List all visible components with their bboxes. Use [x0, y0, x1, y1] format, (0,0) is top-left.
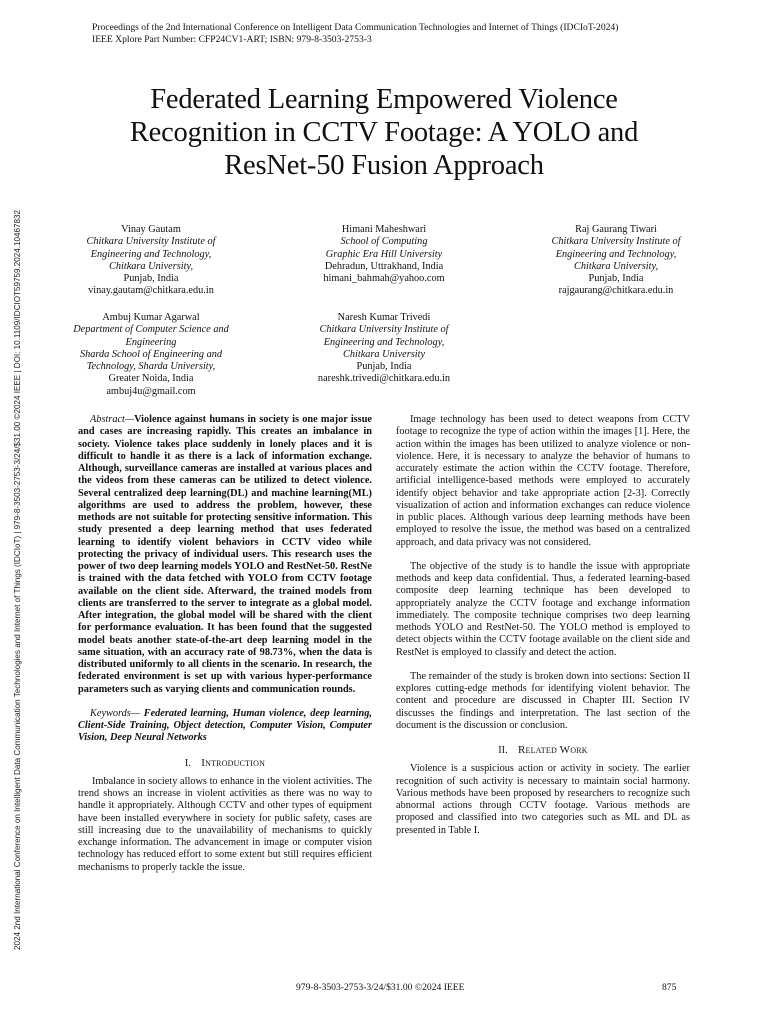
author-name: Vinay Gautam [121, 224, 181, 235]
author-affiliation: School of Computing [340, 236, 428, 248]
author-location: Dehradun, Uttrakhand, India [324, 260, 444, 272]
right-column [396, 414, 690, 837]
author-location: Greater Noida, India [108, 373, 194, 385]
body-paragraph: The objective of the study is to handle the issue with appropriate methods and keep data confidential. Thus, a federated learning-based composite deep learning technique has been developed to appropriately analyze the CCTV footage and exchange information immediately. The composite technique comprises two deep learning methods YOLO and RestNet-50. The YOLO method is employed to detect objects within the CCTV footage available on the client side and RestNet is employed to classify and detect the action. [396, 560, 690, 658]
author-name: Ambuj Kumar Agarwal [102, 312, 200, 323]
abstract-lead: Abstract— [90, 414, 135, 425]
page-number: 875 [662, 982, 677, 993]
abstract [78, 414, 372, 696]
section-number: II. [498, 745, 508, 756]
author-affiliation: Chitkara University, [108, 260, 194, 272]
author-block-gautam [40, 224, 262, 298]
related-work-paragraph: Violence is a suspicious action or activity in society. The earlier recognition of such activity is necessary to maintain social harmony. Various methods have been proposed by researchers to recognize such abnormal actions through CCTV footage. Various methods are proposed and classified into two categories such as ML and DL as presented in Table I. [396, 763, 690, 836]
body-paragraph: Image technology has been used to detect weapons from CCTV footage to recognize the type of action within the images [1]. Here, the action within the images has been utilized to analyze violence or non-violence. Here, it is necessary to analyze the behavior of humans to accurately estimate the action within the CCTV footage. Therefore, artificial intelligence-based methods were employed to accurately identify object behavior and take appropriate action [2-3]. Correctly visualization of action and information exchanges can reduce violence in public places. Although various deep learning methods have been employed to resolve the issue, the method was based on a centralized approach, and data privacy was not considered. [396, 414, 690, 548]
author-email: nareshk.trivedi@chitkara.edu.in [317, 373, 451, 385]
section-title: Introduction [201, 756, 266, 769]
author-affiliation: Chitkara University Institute of [319, 324, 449, 336]
author-name: Himani Maheshwari [341, 224, 427, 235]
paper-title [60, 83, 708, 182]
keywords-lead: Keywords— [90, 707, 140, 719]
author-block-trivedi [273, 312, 495, 386]
section-heading-introduction [78, 757, 372, 770]
author-email: rajgaurang@chitkara.edu.in [558, 285, 674, 297]
body-paragraph: The remainder of the study is broken down into sections: Section II explores cutting-edge methods for identifying violent behavior. The content and procedure are discussed in Chapter III. Section IV discusses the findings and interpretation. The last section of the document is the discussion or conclusion. [396, 670, 690, 731]
paper-title-line2: Recognition in CCTV Footage: A YOLO and [129, 117, 639, 148]
keywords [78, 708, 372, 745]
section-number: I. [184, 757, 191, 769]
author-affiliation: Engineering and Technology, [555, 248, 677, 260]
intro-paragraph: Imbalance in society allows to enhance in the violent activities. The trend shows an increase in violent activities as there was no way to handle it appropriately. Although CCTV and other types of equipment have been installed everywhere in society for public safety, cases are still increasing due to the unavailability of mechanisms to quickly exchange information. The advancement in image or computer vision technology has reduced effort to some extent but still requires efficient mechanisms to properly tackle the issue. [78, 775, 372, 873]
author-affiliation: Chitkara University [342, 348, 426, 360]
doi-sidebar: 2024 2nd International Conference on Intelligent Data Communication Technologies and Internet of Things (IDCIoT) | 979-8-3503-2753-3/24/$31.00 ©2024 IEEE | DOI: 10.1109/IDCIOT59759.2024.10467832 [13, 210, 22, 950]
author-affiliation: Sharda School of Engineering and [79, 348, 223, 360]
author-affiliation: Engineering and Technology, [90, 248, 212, 260]
author-affiliation: Department of Computer Science and [73, 324, 229, 336]
author-email: ambuj4u@gmail.com [106, 385, 196, 397]
author-location: Punjab, India [356, 361, 412, 373]
footer-copyright: 979-8-3503-2753-3/24/$31.00 ©2024 IEEE [296, 982, 465, 993]
author-name: Raj Gaurang Tiwari [575, 224, 657, 235]
author-location: Punjab, India [123, 273, 179, 285]
conference-header-line2: IEEE Xplore Part Number: CFP24CV1-ART; ISBN: 979-8-3503-2753-3 [92, 34, 372, 45]
left-column [78, 414, 372, 874]
paper-title-line3: ResNet-50 Fusion Approach [224, 150, 544, 181]
author-affiliation: Engineering [125, 336, 177, 348]
author-location: Punjab, India [588, 273, 644, 285]
section-heading-related-work [396, 744, 690, 757]
author-affiliation: Engineering and Technology, [323, 336, 445, 348]
section-title: Related Work [517, 744, 588, 756]
author-affiliation: Chitkara University, [573, 260, 659, 272]
author-email: vinay.gautam@chitkara.edu.in [88, 285, 214, 297]
author-block-tiwari [505, 224, 727, 298]
conference-header [92, 22, 618, 46]
paper-title-line1: Federated Learning Empowered Violence [150, 84, 618, 115]
author-block-maheshwari [273, 224, 495, 285]
abstract-text: Violence against humans in society is one major issue and cases are increasing rapidly. This creates an imbalance in society. Violence takes place suddenly in lonely places and it is difficult to handle it as there is a lack of information exchange. Although, surveillance cameras are installed at various places and the videos from these cameras can be utilized to detect violence. Several centralized deep learning(DL) and machine learning(ML) algorithms are used to address the problem, however, these methods are not suitable for protecting sensitive information. This study presented a deep learning method that uses federated learning to identify violent behaviors in CCTV video while protecting the privacy of individual users. This research uses the power of two deep learning models YOLO and RestNet-50. RestNe is trained with the data fetched with YOLO from CCTV footage available on the client side. Afterward, the trained models from clients are transferred to the server to integrate as a global model. After integration, the global model will be shared with the client for performance evaluation. It has been found that the suggested model beats another state-of-the-art deep learning model in the same situation, with an accuracy rate of 98.73%, when the data is distributed uniformly to all clients in the scenario. In research, the federated environment is set up with various hyper-performance parameters such as varying clients and communication rounds. [78, 414, 372, 695]
author-block-agarwal [40, 312, 262, 398]
keywords-text: Federated learning, Human violence, deep learning, Client-Side Training, Object detection, Computer Vision, Computer Vision, Deep Neural Networks [78, 707, 372, 744]
author-affiliation: Graphic Era Hill University [325, 248, 443, 260]
author-name: Naresh Kumar Trivedi [337, 312, 431, 323]
conference-header-line1: Proceedings of the 2nd International Conference on Intelligent Data Communication Technologies and Internet of Things (IDCIoT-2024) [92, 22, 619, 33]
author-email: himani_bahmah@yahoo.com [323, 273, 445, 285]
author-affiliation: Technology, Sharda University, [86, 361, 216, 373]
author-affiliation: Chitkara University Institute of [86, 236, 216, 248]
author-affiliation: Chitkara University Institute of [551, 236, 681, 248]
